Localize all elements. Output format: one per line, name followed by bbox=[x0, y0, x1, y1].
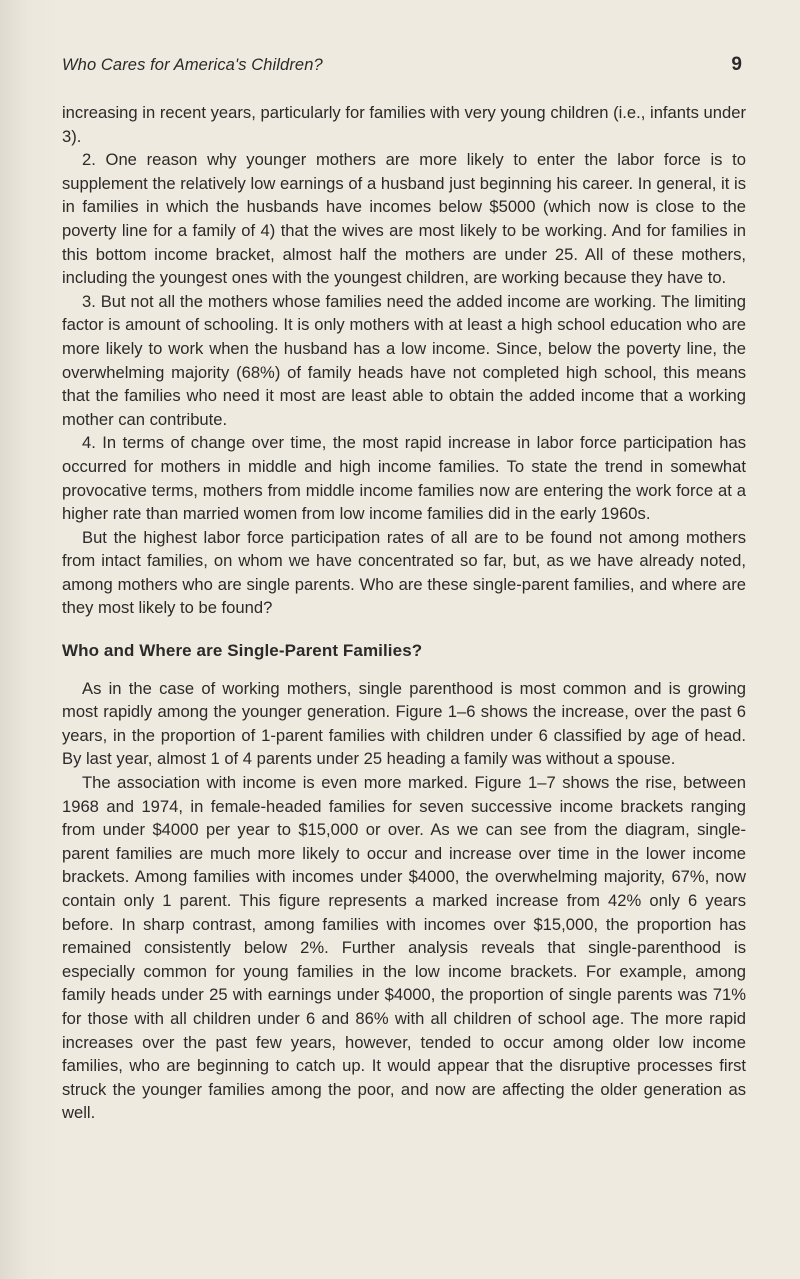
page-number: 9 bbox=[731, 54, 742, 75]
running-title: Who Cares for America's Children? bbox=[62, 56, 323, 74]
paragraph: 2. One reason why younger mothers are more likely to enter the labor force is to supplement the relatively low earnings of a husband just beginning his career. In general, it is in families in which the husbands have incomes below $5000 (which now is close to the poverty line for a family of 4) that the wives are most likely to be working. And for families in this bottom income bracket, almost half the mothers are under 25. All of these mothers, including the youngest ones with the youngest children, are working because they have to. bbox=[62, 150, 746, 288]
section-heading: Who and Where are Single-Parent Families? bbox=[62, 641, 423, 661]
page-header bbox=[62, 56, 742, 86]
body-text bbox=[62, 101, 746, 1125]
paragraph: increasing in recent years, particularly for families with very young children (i.e., infants under 3). bbox=[62, 103, 746, 146]
paragraph: 3. But not all the mothers whose families need the added income are working. The limiting factor is amount of schooling. It is only mothers with at least a high school education who are more likely to work when the husband has a low income. Since, below the poverty line, the overwhelming majority (68%) of family heads have not completed high school, this means that the families who need it most are least able to obtain the added income that a working mother can contribute. bbox=[62, 291, 746, 429]
paragraph: As in the case of working mothers, single parenthood is most common and is growing most rapidly among the younger generation. Figure 1–6 shows the increase, over the past 6 years, in the proportion of 1-parent families with children under 6 classified by age of head. By last year, almost 1 of 4 parents under 25 heading a family was without a spouse. bbox=[62, 678, 746, 769]
paragraph: The association with income is even more marked. Figure 1–7 shows the rise, between 1968 and 1974, in female-headed families for seven successive income brackets ranging from under $4000 per year to $15,000 or over. As we can see from the diagram, single-parent families are much more likely to occur and increase over time in the lower income brackets. Among families with incomes under $4000, the overwhelming majority, 67%, now contain only 1 parent. This figure represents a marked increase from 42% only 6 years before. In sharp contrast, among families with incomes over $15,000, the proportion has remained consistently below 2%. Further analysis reveals that single-parenthood is especially common for young families in the low income brackets. For example, among family heads under 25 with earnings under $4000, the proportion of single parents was 71% for those with all children under 6 and 86% with all children of school age. The more rapid increases over the past few years, however, tended to occur among older low income families, who are beginning to catch up. It would appear that the disruptive processes first struck the younger families among the poor, and now are affecting the older generation as well. bbox=[62, 773, 746, 1123]
paragraph: But the highest labor force participation rates of all are to be found not among mothers from intact families, on whom we have concentrated so far, but, as we have already noted, among mothers who are single parents. Who are these single-parent families, and where are they most likely to be found? bbox=[62, 527, 746, 618]
paragraph: 4. In terms of change over time, the most rapid increase in labor force participation has occurred for mothers in middle and high income families. To state the trend in somewhat provocative terms, mothers from middle income families now are entering the work force at a higher rate than married women from low income families did in the early 1960s. bbox=[62, 433, 746, 524]
